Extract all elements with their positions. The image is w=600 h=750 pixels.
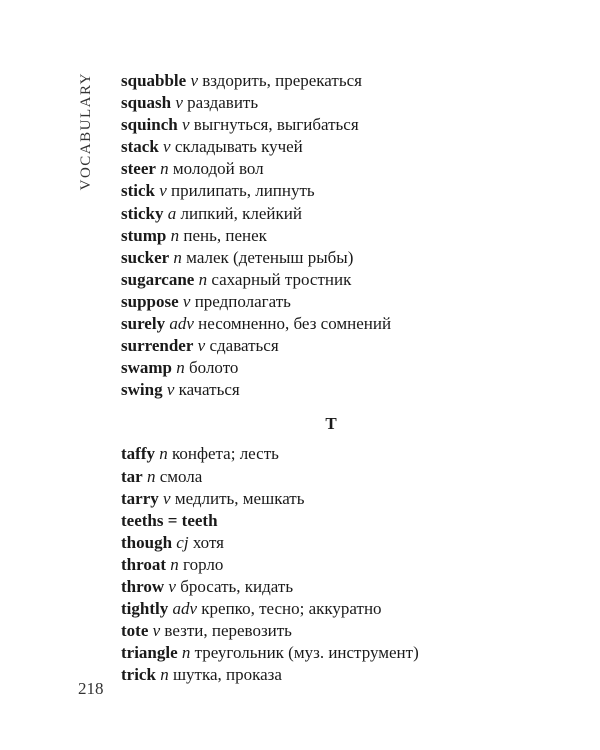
- entry-word: tote: [121, 621, 149, 641]
- entry-pos: v: [175, 93, 183, 113]
- entry-word: throat: [121, 554, 167, 574]
- entry-definition: малек (детеныш рыбы): [186, 247, 354, 267]
- entry-definition: прилипать, липнуть: [171, 181, 315, 201]
- entry-pos: adv: [169, 314, 194, 334]
- entry-definition: липкий, клейкий: [180, 203, 302, 223]
- entry-pos: v: [166, 380, 175, 400]
- vocab-entry: [121, 664, 551, 686]
- entry-word: suppose: [121, 291, 179, 311]
- entry-pos: v: [182, 291, 191, 311]
- entry-definition: складывать кучей: [174, 137, 303, 157]
- vocab-entry: [121, 313, 551, 335]
- vocab-entry: [121, 335, 551, 357]
- entry-definition: крепко, тесно; аккуратно: [201, 599, 382, 619]
- entry-pos: a: [167, 203, 177, 223]
- entry-definition: несомненно, без сомнений: [198, 314, 392, 334]
- entry-word: swamp: [121, 358, 173, 378]
- entry-pos: v: [163, 137, 171, 157]
- entry-definition: шутка, проказа: [172, 665, 282, 685]
- entry-definition: конфета; лесть: [171, 444, 279, 464]
- entry-pos: n: [170, 554, 179, 574]
- vocab-entry: [121, 576, 551, 598]
- entry-pos: n: [173, 247, 182, 267]
- entry-word: tarry: [121, 488, 159, 508]
- vocab-entry: [121, 443, 551, 465]
- entry-word: steer: [121, 159, 156, 179]
- entry-pos: n: [159, 444, 168, 464]
- vocab-entry: [121, 357, 551, 379]
- entry-pos: v: [152, 621, 161, 641]
- vocab-entry: [121, 488, 551, 510]
- entry-definition: бросать, кидать: [180, 576, 294, 596]
- entry-pos: n: [176, 358, 185, 378]
- vocab-entry: [121, 554, 551, 576]
- side-label: VOCABULARY: [78, 72, 94, 191]
- entry-definition: медлить, мешкать: [174, 488, 305, 508]
- entry-word: sugarcane: [121, 269, 195, 289]
- entry-definition: сахарный тростник: [211, 269, 352, 289]
- vocab-entry: [121, 70, 551, 92]
- entry-pos: v: [181, 115, 190, 135]
- vocab-entry: [121, 642, 551, 664]
- vocab-entry: [121, 203, 551, 225]
- entry-word: triangle: [121, 643, 178, 663]
- entry-pos: n: [198, 269, 208, 289]
- entry-definition: болото: [189, 358, 239, 378]
- entry-pos: adv: [172, 599, 198, 619]
- entry-definition: сдаваться: [209, 336, 279, 356]
- entry-definition: молодой вол: [172, 159, 264, 179]
- vocabulary-list: [121, 70, 551, 686]
- vocab-entry: [121, 466, 551, 488]
- vocab-entry: [121, 379, 551, 401]
- vocab-entry: [121, 247, 551, 269]
- entry-definition: вздорить, пререкаться: [202, 71, 362, 90]
- entry-word: swing: [121, 380, 163, 400]
- entry-pos: n: [146, 466, 156, 486]
- entry-word: teeths = teeth: [121, 510, 218, 530]
- entry-word: trick: [121, 665, 156, 685]
- entry-pos: n: [170, 225, 180, 245]
- vocab-entry: [121, 180, 551, 202]
- entry-word: throw: [121, 576, 165, 596]
- entry-word: surrender: [121, 336, 194, 356]
- vocab-entry: [121, 225, 551, 247]
- vocab-entry: [121, 158, 551, 180]
- entry-definition: треугольник (муз. инструмент): [194, 643, 419, 663]
- entry-pos: n: [160, 159, 169, 179]
- entry-pos: v: [159, 181, 167, 201]
- entry-word: squash: [121, 93, 172, 113]
- entry-word: surely: [121, 314, 166, 334]
- entry-definition: выгнуться, выгибаться: [193, 115, 359, 135]
- entry-word: squabble: [121, 71, 187, 90]
- entry-word: stump: [121, 225, 167, 245]
- entry-definition: раздавить: [187, 93, 259, 113]
- entry-pos: v: [197, 336, 206, 356]
- vocab-entry: [121, 136, 551, 158]
- entry-word: sucker: [121, 247, 170, 267]
- entry-definition: хотя: [192, 532, 224, 552]
- entry-definition: смола: [159, 466, 203, 486]
- entry-definition: горло: [183, 554, 224, 574]
- vocab-entry: [121, 92, 551, 114]
- entry-word: sticky: [121, 203, 164, 223]
- entry-definition: предполагать: [194, 291, 291, 311]
- page-number: 218: [78, 679, 104, 698]
- entry-word: though: [121, 532, 173, 552]
- entry-word: tightly: [121, 599, 169, 619]
- vocab-entry: [121, 114, 551, 136]
- vocab-entry: [121, 269, 551, 291]
- entry-word: tar: [121, 466, 143, 486]
- vocab-entry: [121, 510, 551, 532]
- vocab-entry: [121, 532, 551, 554]
- section-t: [121, 443, 551, 686]
- entry-word: squinch: [121, 115, 178, 135]
- vocab-entry: [121, 598, 551, 620]
- section-heading-t: T: [325, 414, 337, 434]
- entry-word: taffy: [121, 444, 155, 464]
- entry-pos: v: [163, 488, 171, 508]
- entry-definition: пень, пенек: [183, 225, 267, 245]
- entry-pos: v: [168, 576, 176, 596]
- section-s: [121, 70, 551, 401]
- entry-definition: качаться: [178, 380, 240, 400]
- entry-pos: cj: [176, 532, 189, 552]
- entry-pos: v: [190, 71, 198, 90]
- entry-word: stick: [121, 181, 155, 201]
- entry-pos: n: [181, 643, 191, 663]
- vocab-entry: [121, 620, 551, 642]
- entry-definition: везти, перевозить: [164, 621, 292, 641]
- entry-word: stack: [121, 137, 159, 157]
- entry-pos: n: [160, 665, 169, 685]
- vocab-entry: [121, 291, 551, 313]
